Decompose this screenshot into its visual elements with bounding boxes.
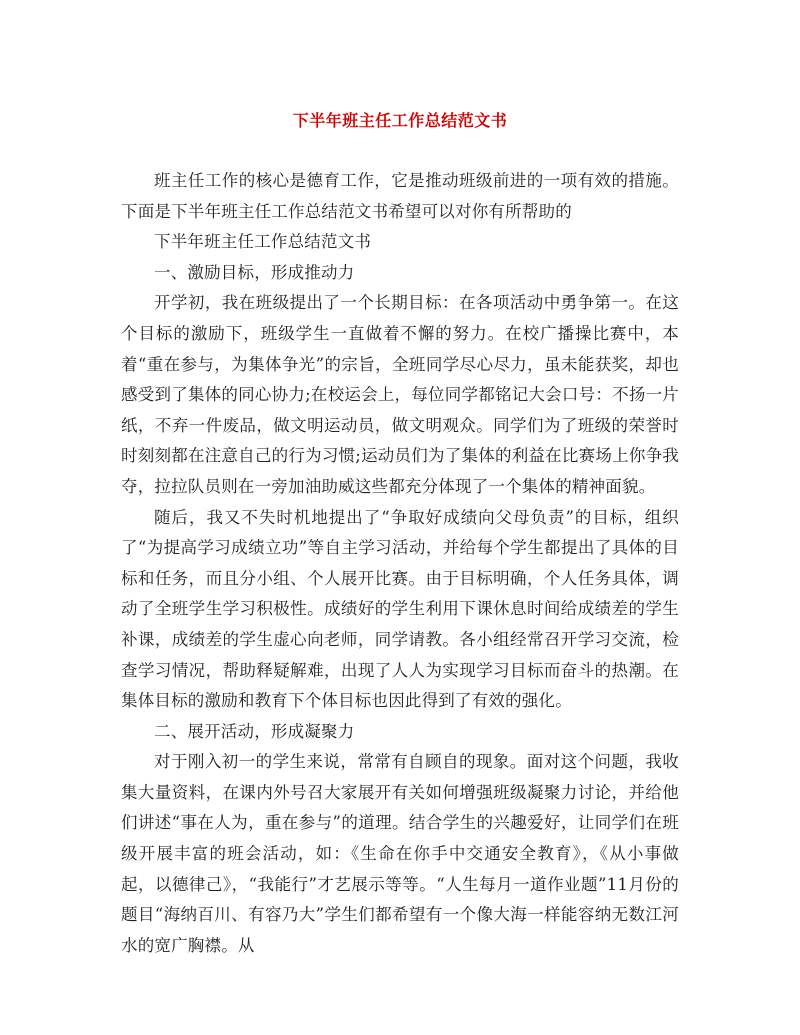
section-heading-2: 二、展开活动，形成凝聚力 [154, 721, 355, 741]
document-title: 下半年班主任工作总结范文书 [292, 111, 508, 130]
body-paragraph: 随后，我又不失时机地提出了“争取好成绩向父母负责”的目标，组织了“为提高学习成绩立功”等自主学习活动，并给每个学生都提出了具体的目标和任务，而且分小组、个人展开比赛。由于目标明确，个人任务具体，调动了全班学生学习积极性。成绩好的学生利用下课休息时间给成绩差的学生补课，成绩差的学生虚心向老师，同学请教。各小组经常召开学习交流，检查学习情况，帮助释疑解难，出现了人人为实现学习目标而奋斗的热潮。在集体目标的激励和教育下个体目标也因此得到了有效的强化。 [121, 507, 679, 711]
body-paragraph: 开学初，我在班级提出了一个长期目标：在各项活动中勇争第一。在这个目标的激励下，班级学生一直做着不懈的努力。在校广播操比赛中，本着“重在参与，为集体争光”的宗旨，全班同学尽心尽力，虽未能获奖，却也感受到了集体的同心协力;在校运会上，每位同学都铭记大会口号：不扬一片纸，不弃一件废品，做文明运动员，做文明观众。同学们为了班级的荣誉时时刻刻都在注意自己的行为习惯;运动员们为了集体的利益在比赛场上你争我夺，拉拉队员则在一旁加油助威这些都充分体现了一个集体的精神面貌。 [121, 293, 679, 496]
section-heading-1: 一、激励目标，形成推动力 [154, 262, 355, 282]
body-paragraph: 对于刚入初一的学生来说，常常有自顾自的现象。面对这个问题，我收集大量资料，在课内外号召大家展开有关如何增强班级凝聚力讨论，并给他们讲述“事在人为，重在参与”的道理。结合学生的兴趣爱好，让同学们在班级开展丰富的班会活动，如：《生命在你手中交通安全教育》，《从小事做起，以德律己》，“我能行”才艺展示等等。“人生每月一道作业题”11月份的题目“海纳百川、有容乃大”学生们都希望有一个像大海一样能容纳无数江河水的宽广胸襟。从 [121, 752, 679, 955]
document-body [121, 166, 679, 961]
intro-paragraph: 班主任工作的核心是德育工作，它是推动班级前进的一项有效的措施。下面是下半年班主任工作总结范文书希望可以对你有所帮助的 [121, 171, 679, 221]
subtitle-paragraph: 下半年班主任工作总结范文书 [154, 232, 372, 252]
